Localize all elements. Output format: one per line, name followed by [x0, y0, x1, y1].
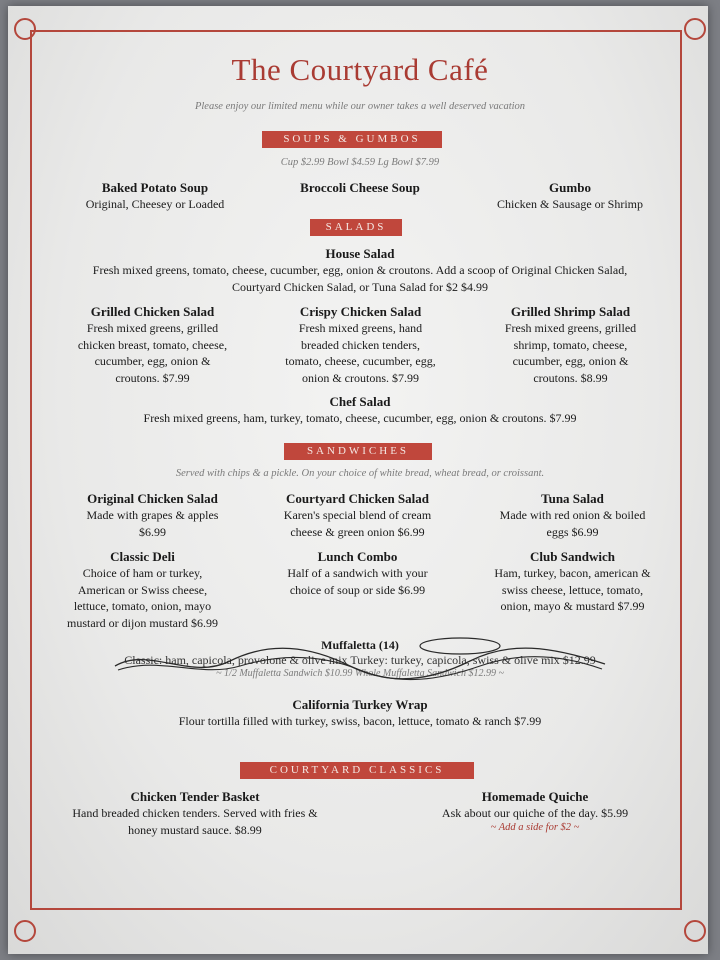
- item-desc: Classic: ham, capicola, provolone & olive mix Turkey: turkey, capicola, swiss & olive mix $12.99: [124, 653, 596, 667]
- item-desc: Courtyard Chicken Salad, or Tuna Salad for $2 $4.99: [232, 279, 488, 294]
- item-desc: Karen's special blend of cream: [283, 508, 432, 522]
- item-name: Grilled Shrimp Salad: [510, 304, 631, 319]
- item-desc: eggs $6.99: [546, 524, 599, 539]
- item-desc: Half of a sandwich with your: [287, 566, 428, 580]
- item-desc: Hand breaded chicken tenders. Served with fries &: [72, 806, 318, 820]
- menu-item-chef-salad: [0, 394, 720, 427]
- item-desc: Made with grapes & apples: [86, 508, 219, 522]
- item-name: Muffaletta (14): [321, 638, 399, 652]
- item-name: Classic Deli: [110, 549, 175, 564]
- item-desc: honey mustard sauce. $8.99: [128, 822, 262, 837]
- item-desc: Ask about our quiche of the day. $5.99: [441, 806, 629, 820]
- item-name: Tuna Salad: [541, 491, 604, 506]
- item-desc: Fresh mixed greens, ham, turkey, tomato, cheese, cucumber, egg, onion & croutons. $7.99: [143, 411, 577, 425]
- item-desc: onion & croutons. $7.99: [302, 370, 419, 385]
- item-desc: breaded chicken tenders,: [301, 337, 420, 352]
- item-desc: onion, mayo & mustard $7.99: [500, 599, 645, 613]
- item-desc: Ham, turkey, bacon, american &: [494, 566, 651, 580]
- flourish-icon: [14, 18, 36, 40]
- item-name: Chicken Tender Basket: [130, 789, 260, 804]
- menu-item-grilled-shrimp-salad: [458, 304, 683, 386]
- item-name: Lunch Combo: [317, 549, 398, 564]
- item-note: ~ Add a side for $2 ~: [490, 821, 580, 833]
- item-desc: Fresh mixed greens, grilled: [86, 321, 219, 335]
- item-desc: choice of soup or side $6.99: [289, 582, 426, 597]
- menu-item-gumbo: [460, 180, 680, 213]
- menu-tagline: Please enjoy our limited menu while our owner takes a well deserved vacation: [194, 101, 526, 112]
- item-desc: croutons. $8.99: [533, 370, 608, 385]
- menu-item-classic-deli: [30, 549, 255, 631]
- flourish-icon: [14, 920, 36, 942]
- classics-banner: COURTYARD CLASSICS: [240, 762, 474, 779]
- item-desc: $6.99: [139, 524, 166, 539]
- item-desc: lettuce, tomato, onion, mayo: [73, 599, 212, 613]
- item-name: Baked Potato Soup: [101, 180, 209, 195]
- item-desc: Chicken & Sausage or Shrimp: [497, 197, 643, 211]
- flourish-icon: [684, 920, 706, 942]
- flourish-icon: [684, 18, 706, 40]
- menu-item-homemade-quiche: [400, 789, 670, 833]
- item-name: Chef Salad: [329, 394, 391, 409]
- menu-item-tuna-salad: [460, 491, 685, 540]
- item-name: Gumbo: [549, 180, 591, 195]
- scribble-icon: [110, 636, 610, 688]
- item-name: Original Chicken Salad: [87, 491, 218, 506]
- item-desc: Original, Cheesey or Loaded: [85, 197, 225, 211]
- soups-banner: SOUPS & GUMBOS: [262, 131, 442, 148]
- item-name: Crispy Chicken Salad: [299, 304, 422, 319]
- menu-item-club-sandwich: [460, 549, 685, 615]
- item-name: Grilled Chicken Salad: [90, 304, 215, 319]
- item-desc: croutons. $7.99: [115, 370, 190, 385]
- menu-item-grilled-chicken-salad: [40, 304, 265, 386]
- menu-item-original-chicken-salad: [40, 491, 265, 540]
- menu-item-chicken-tender-basket: [40, 789, 350, 838]
- item-name: Homemade Quiche: [481, 789, 589, 804]
- item-desc: ~ 1/2 Muffaletta Sandwich $10.99 Whole Muffaletta Sandwich $12.99 ~: [216, 668, 504, 679]
- item-name: House Salad: [325, 246, 395, 261]
- menu-item-lunch-combo: [245, 549, 470, 598]
- item-desc: Fresh mixed greens, tomato, cheese, cucumber, egg, onion & croutons. Add a scoop of Original Chicken Salad,: [92, 263, 628, 277]
- item-desc: tomato, cheese, cucumber, egg,: [285, 354, 436, 368]
- soup-sizes: Cup $2.99 Bowl $4.59 Lg Bowl $7.99: [280, 157, 440, 168]
- item-desc: Choice of ham or turkey,: [82, 566, 203, 580]
- item-desc: Made with red onion & boiled: [499, 508, 646, 522]
- menu-item-courtyard-chicken-salad: [245, 491, 470, 540]
- item-desc: shrimp, tomato, cheese,: [513, 337, 628, 352]
- sandwich-note: Served with chips & a pickle. On your choice of white bread, wheat bread, or croissant.: [175, 468, 545, 479]
- item-desc: Fresh mixed greens, hand: [298, 321, 423, 335]
- menu-item-baked-potato-soup: [40, 180, 270, 213]
- item-desc: Fresh mixed greens, grilled: [504, 321, 637, 335]
- item-desc: swiss cheese, lettuce, tomato,: [501, 582, 644, 597]
- menu-item-broccoli-cheese-soup: [245, 180, 475, 196]
- menu-item-california-turkey-wrap: [0, 697, 720, 730]
- menu-item-house-salad: [0, 246, 720, 295]
- sandwiches-banner: SANDWICHES: [284, 443, 432, 460]
- item-desc: Flour tortilla filled with turkey, swiss, bacon, lettuce, tomato & ranch $7.99: [178, 714, 542, 728]
- salads-banner: SALADS: [310, 219, 402, 236]
- item-desc: cucumber, egg, onion &: [512, 354, 629, 368]
- item-desc: American or Swiss cheese,: [77, 582, 208, 597]
- item-name: Broccoli Cheese Soup: [300, 180, 420, 195]
- item-desc: cucumber, egg, onion &: [94, 354, 211, 368]
- item-desc: cheese & green onion $6.99: [290, 524, 425, 539]
- item-desc: mustard or dijon mustard $6.99: [67, 615, 218, 630]
- menu-title: The Courtyard Café: [231, 52, 489, 87]
- menu-item-crispy-chicken-salad: [248, 304, 473, 386]
- item-desc: chicken breast, tomato, cheese,: [77, 337, 228, 352]
- item-name: Courtyard Chicken Salad: [285, 491, 430, 506]
- item-name: California Turkey Wrap: [292, 697, 428, 712]
- item-name: Club Sandwich: [530, 549, 615, 564]
